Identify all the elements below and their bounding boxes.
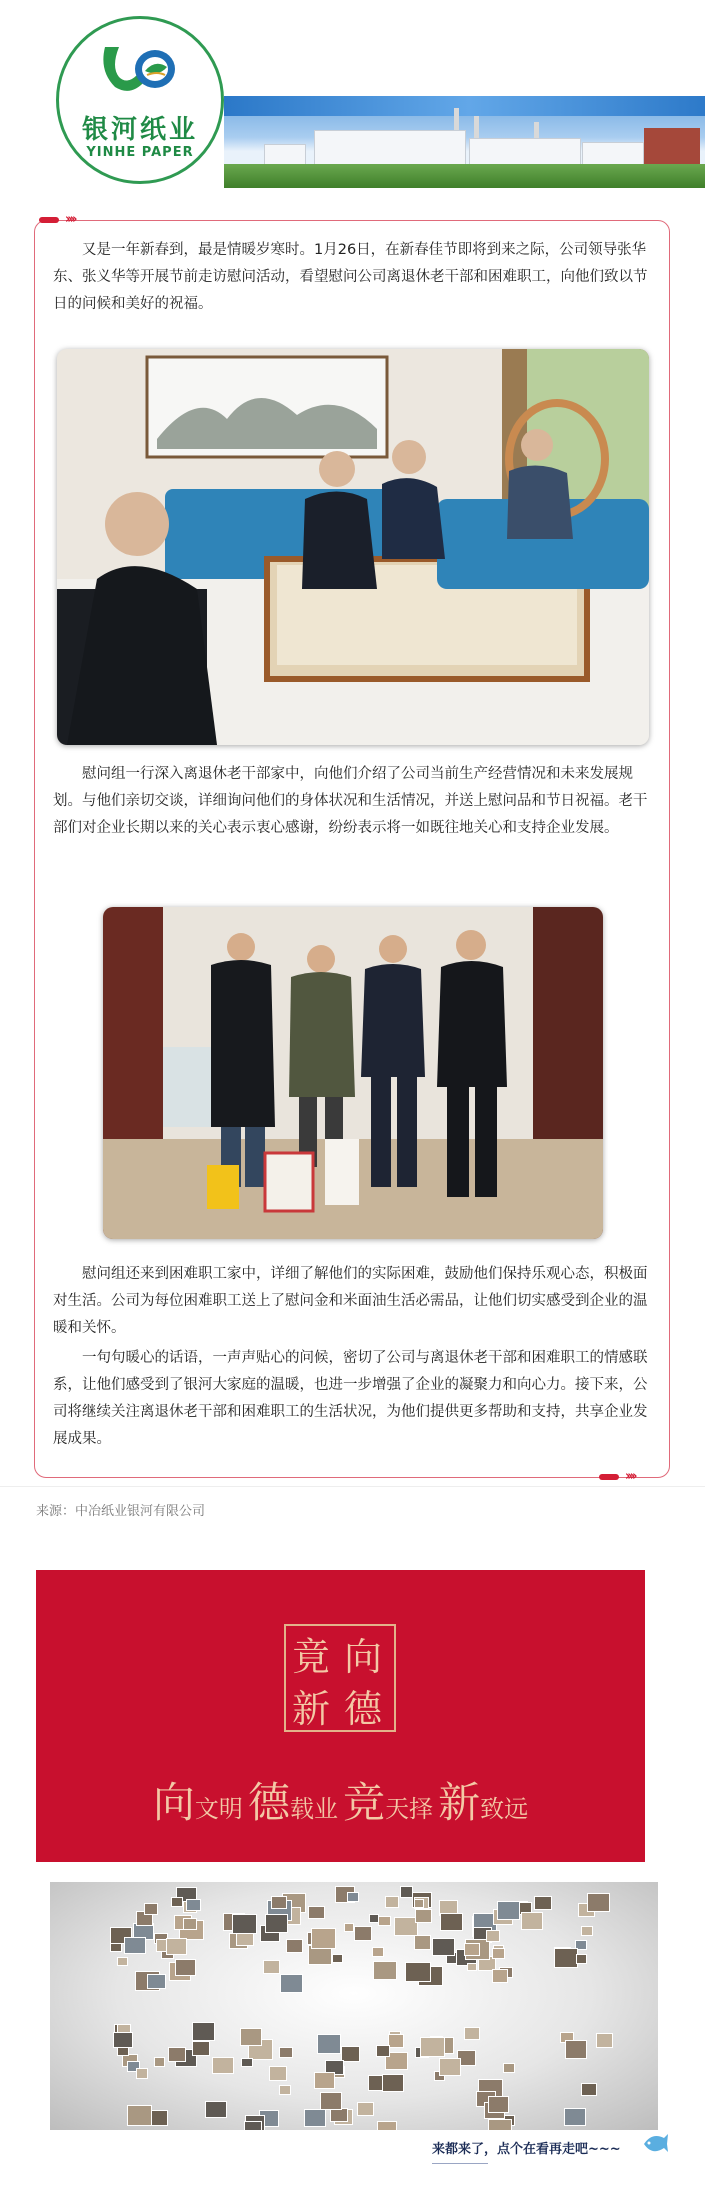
collage-photo-tile xyxy=(330,2108,347,2122)
collage-photo-tile xyxy=(400,1886,414,1897)
photo-collage-image xyxy=(50,1882,658,2130)
collage-photo-tile xyxy=(467,1963,477,1972)
collage-photo-tile xyxy=(192,2041,210,2056)
collage-photo-tile xyxy=(166,1938,186,1955)
collage-photo-tile xyxy=(279,2085,290,2095)
divider xyxy=(0,1486,705,1487)
photo-retiree-visit xyxy=(57,349,649,745)
collage-photo-tile xyxy=(304,2109,326,2127)
collage-photo-tile xyxy=(263,1960,280,1974)
collage-photo-tile xyxy=(420,2037,445,2057)
emblem-char: 德 xyxy=(344,1687,383,1731)
collage-photo-tile xyxy=(280,1974,303,1993)
collage-photo-tile xyxy=(317,2034,341,2054)
collage-photo-tile xyxy=(269,2066,287,2081)
logo-name-cn: 银河纸业 xyxy=(81,115,198,145)
collage-photo-tile xyxy=(308,1906,324,1919)
collage-photo-tile xyxy=(113,2032,133,2049)
collage-photo-tile xyxy=(175,1959,196,1976)
collage-photo-tile xyxy=(144,1903,159,1915)
collage-photo-tile xyxy=(147,1974,166,1990)
collage-photo-tile xyxy=(581,1926,594,1937)
collage-photo-tile xyxy=(244,2121,262,2130)
collage-photo-tile xyxy=(117,1957,127,1966)
collage-photo-tile xyxy=(127,2105,153,2126)
collage-photo-tile xyxy=(405,1962,430,1983)
collage-photo-tile xyxy=(415,1909,432,1923)
collage-photo-tile xyxy=(124,1937,145,1954)
slogan-big-char: 竞 xyxy=(343,1778,386,1827)
slogan-text: 文明 xyxy=(194,1795,243,1823)
emblem-char: 新 xyxy=(292,1687,331,1731)
collage-photo-tile xyxy=(311,1928,336,1948)
collage-photo-tile xyxy=(432,1938,454,1956)
collage-photo-tile xyxy=(385,1896,399,1908)
arrow-decoration-icon: ›››› xyxy=(39,212,74,227)
collage-photo-tile xyxy=(154,2057,165,2066)
collage-photo-tile xyxy=(414,1935,432,1950)
slogan-text: 天择 xyxy=(385,1795,434,1823)
collage-photo-tile xyxy=(232,1914,257,1934)
collage-photo-tile xyxy=(581,2083,596,2096)
collage-photo-tile xyxy=(286,1939,303,1953)
paragraph-conclusion: 一句句暖心的话语，一声声贴心的问候，密切了公司与离退休老干部和困难职工的情感联系，让他们感受到了银河大家庭的温暖，也进一步增强了企业的凝聚力和向心力。接下来，公司将继续关注离退休老干部和困难职工的生活状况，为他们提供更多帮助和支持，共享企业发展成果。 xyxy=(53,1350,648,1447)
logo-name-en: YINHE PAPER xyxy=(86,145,194,160)
collage-photo-tile xyxy=(521,1912,542,1929)
slogan-big-char: 德 xyxy=(247,1778,290,1827)
collage-photo-tile xyxy=(240,2028,263,2046)
collage-photo-tile xyxy=(332,1954,343,1963)
collage-photo-tile xyxy=(439,2058,461,2076)
collage-photo-tile xyxy=(241,2058,252,2067)
slogan-text: 致远 xyxy=(480,1795,529,1823)
collage-photo-tile xyxy=(271,1896,286,1909)
collage-photo-tile xyxy=(369,1914,379,1923)
company-logo xyxy=(56,16,224,184)
collage-photo-tile xyxy=(192,2022,215,2041)
collage-photo-tile xyxy=(378,1916,390,1926)
collage-photo-tile xyxy=(486,1930,500,1941)
photo-needy-worker-visit xyxy=(103,907,603,1239)
culture-emblem xyxy=(284,1624,396,1732)
footer-prompt: 来都来了，点个在看再走吧~~~ xyxy=(432,2142,621,2157)
logo-mark-icon xyxy=(97,41,187,99)
culture-slogan-banner xyxy=(36,1570,645,1862)
collage-photo-tile xyxy=(503,2063,514,2073)
collage-photo-tile xyxy=(534,1896,552,1911)
collage-photo-tile xyxy=(497,1901,520,1920)
collage-photo-tile xyxy=(183,1918,197,1930)
slogan-text: 载业 xyxy=(289,1795,338,1823)
header xyxy=(56,16,656,184)
collage-photo-tile xyxy=(576,1954,588,1964)
collage-photo-tile xyxy=(171,1897,184,1908)
collage-photo-tile xyxy=(488,2096,509,2113)
collage-photo-tile xyxy=(587,1893,610,1912)
collage-photo-tile xyxy=(554,1948,578,1968)
collage-photo-tile xyxy=(279,2047,293,2059)
arrow-decoration-icon: ›››› xyxy=(599,1469,634,1484)
footer-underline xyxy=(432,2163,488,2164)
fish-icon xyxy=(640,2128,670,2158)
collage-photo-tile xyxy=(488,2119,512,2130)
collage-photo-tile xyxy=(265,1914,288,1933)
collage-photo-tile xyxy=(388,2034,404,2047)
collage-photo-tile xyxy=(357,2102,374,2116)
collage-photo-tile xyxy=(564,2108,586,2126)
collage-photo-tile xyxy=(382,2074,404,2092)
collage-photo-tile xyxy=(314,2072,335,2089)
collage-photo-tile xyxy=(464,2027,480,2040)
factory-banner-image xyxy=(224,96,705,188)
emblem-char: 向 xyxy=(344,1635,383,1679)
slogan-big-char: 向 xyxy=(152,1778,195,1827)
emblem-char: 竟 xyxy=(292,1635,331,1679)
collage-photo-tile xyxy=(320,2092,342,2110)
slogan-big-char: 新 xyxy=(438,1778,481,1827)
collage-photo-tile xyxy=(376,2045,390,2057)
collage-photo-tile xyxy=(377,2121,397,2130)
collage-photo-tile xyxy=(372,1947,384,1957)
collage-photo-tile xyxy=(596,2033,614,2047)
collage-photo-tile xyxy=(440,1913,463,1932)
paragraph-retiree-visit: 慰问组一行深入离退休老干部家中，向他们介绍了公司当前生产经营情况和未来发展规划。与他们亲切交谈，详细询问他们的身体状况和生活情况，并送上慰问品和节日祝福。老干部们对企业长期以来的关心表示衷心感谢，纷纷表示将一如既往地关心和支持企业发展。 xyxy=(53,766,648,836)
collage-photo-tile xyxy=(373,1961,396,1980)
collage-photo-tile xyxy=(186,1899,201,1911)
culture-slogan xyxy=(36,1770,645,1830)
collage-photo-tile xyxy=(354,1926,373,1941)
collage-photo-tile xyxy=(205,2101,226,2119)
collage-photo-tile xyxy=(464,1943,480,1956)
source-credit: 来源：中冶纸业银河有限公司 xyxy=(36,1504,206,1519)
collage-photo-tile xyxy=(168,2047,186,2061)
paragraph-needy-visit: 慰问组还来到困难职工家中，详细了解他们的实际困难，鼓励他们保持乐观心态，积极面对生活。公司为每位困难职工送上了慰问金和米面油生活必需品，让他们切实感受到企业的温暖和关怀。 xyxy=(53,1266,648,1336)
collage-photo-tile xyxy=(492,1948,505,1959)
paragraph-intro: 又是一年新春到，最是情暖岁寒时。1月26日，在新春佳节即将到来之际，公司领导张华东、张义华等开展节前走访慰问活动，看望慰问公司离退休老干部和困难职工，向他们致以节日的问候和美好的祝福。 xyxy=(53,242,648,312)
collage-photo-tile xyxy=(565,2040,587,2058)
article-card xyxy=(34,212,670,1484)
collage-photo-tile xyxy=(347,1892,359,1902)
collage-photo-tile xyxy=(414,1899,424,1908)
collage-photo-tile xyxy=(136,2068,149,2078)
collage-photo-tile xyxy=(492,1969,508,1983)
collage-photo-tile xyxy=(212,2057,233,2074)
